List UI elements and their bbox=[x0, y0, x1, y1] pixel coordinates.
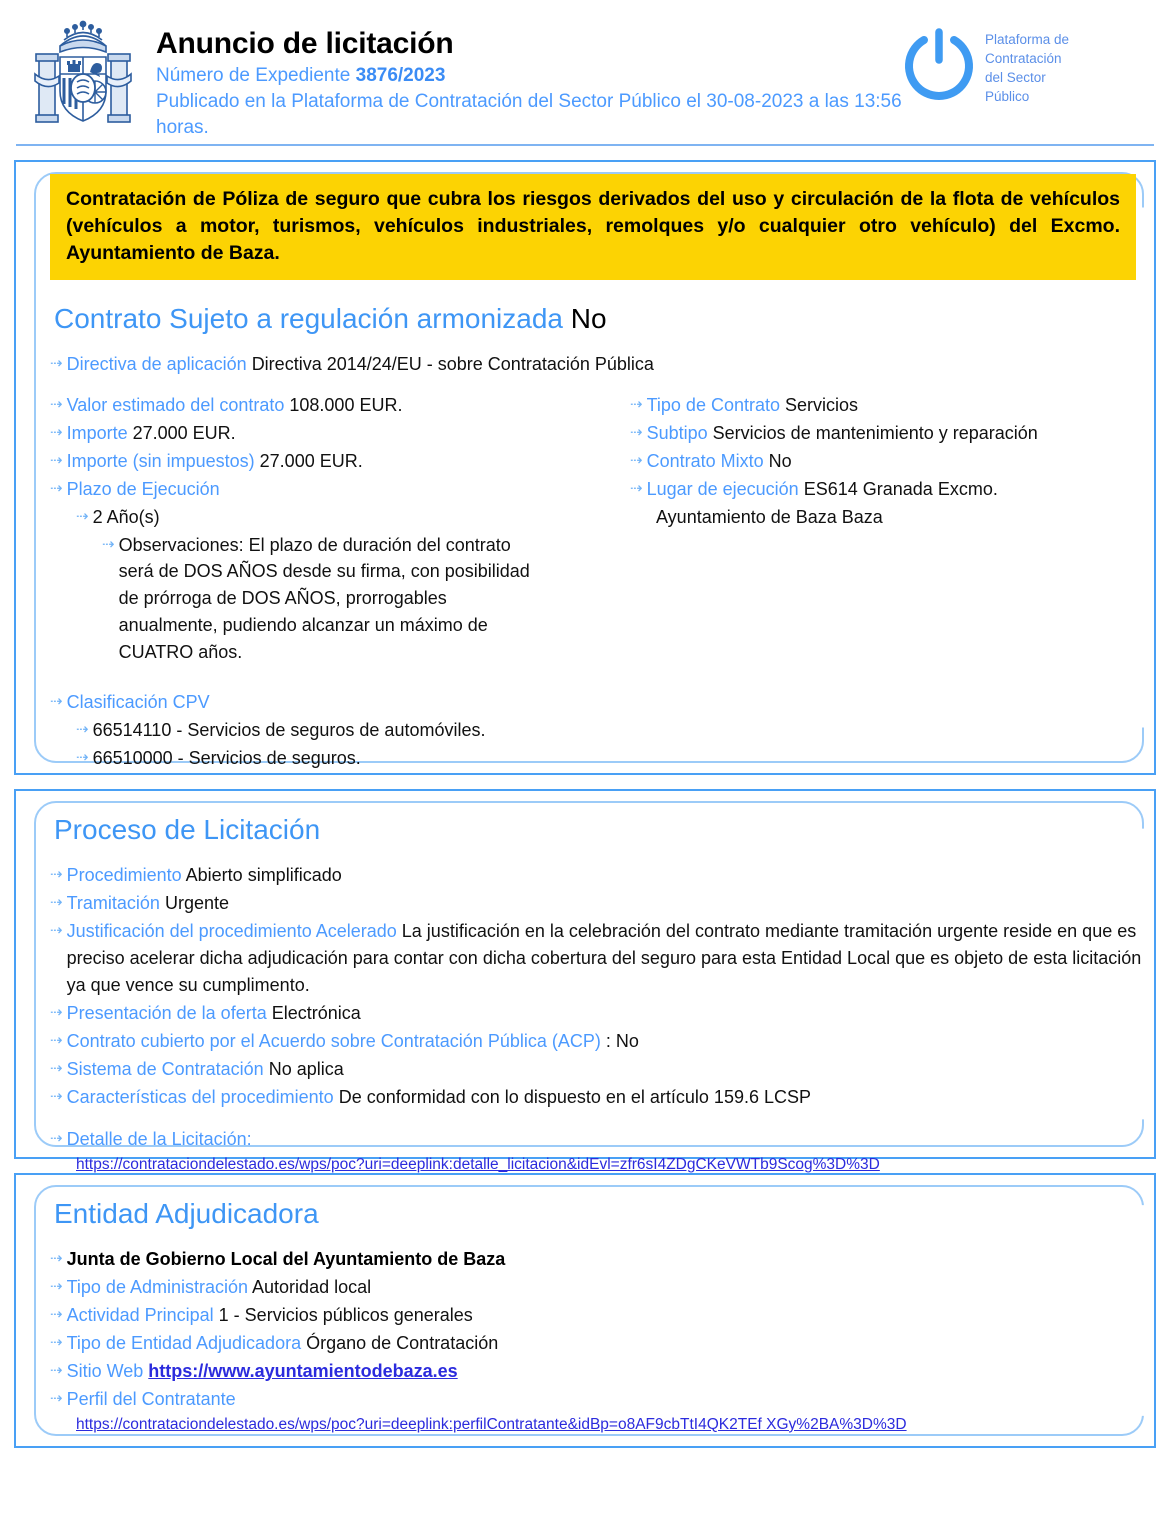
field-clasificacion-cpv bbox=[50, 689, 630, 716]
sitio-web-label: Sitio Web bbox=[66, 1360, 144, 1381]
bullet-arrow-icon: ⇢ bbox=[50, 692, 62, 710]
procedimiento-label: Procedimiento bbox=[66, 864, 182, 885]
presentacion-label: Presentación de la oferta bbox=[66, 1002, 267, 1023]
cpv-label: Clasificación CPV bbox=[66, 691, 210, 712]
sitio-web-link[interactable]: https://www.ayuntamientodebaza.es bbox=[148, 1360, 458, 1381]
contract-heading-value: No bbox=[570, 302, 607, 334]
bullet-arrow-icon: ⇢ bbox=[50, 1003, 62, 1021]
field-sistema-contratacion bbox=[50, 1056, 1154, 1083]
field-tipo-administracion bbox=[50, 1274, 1154, 1301]
field-directiva bbox=[50, 351, 1154, 378]
subtipo-label: Subtipo bbox=[646, 422, 708, 443]
lugar-ejecucion-continued-text: Ayuntamiento de Baza Baza bbox=[656, 506, 883, 527]
actividad-principal-label: Actividad Principal bbox=[66, 1304, 214, 1325]
page-header bbox=[0, 0, 1170, 138]
field-perfil-contratante bbox=[50, 1386, 1154, 1413]
lugar-ejecucion-continued bbox=[656, 504, 1154, 531]
entidad-fields bbox=[50, 1246, 1154, 1413]
presentacion-value: Electrónica bbox=[271, 1002, 361, 1023]
bullet-arrow-icon: ⇢ bbox=[50, 423, 62, 441]
field-actividad-principal bbox=[50, 1302, 1154, 1329]
field-organo-contratacion bbox=[50, 1246, 1154, 1273]
bullet-arrow-icon: ⇢ bbox=[50, 1087, 62, 1105]
tramitacion-label: Tramitación bbox=[66, 892, 160, 913]
field-subtipo bbox=[630, 420, 1154, 447]
tipo-entidad-label: Tipo de Entidad Adjudicadora bbox=[66, 1332, 302, 1353]
lugar-ejecucion-label: Lugar de ejecución bbox=[646, 478, 799, 499]
bullet-arrow-icon: ⇢ bbox=[50, 1333, 62, 1351]
field-procedimiento bbox=[50, 862, 1154, 889]
field-justificacion bbox=[50, 918, 1154, 999]
plazo-valor-text: 2 Año(s) bbox=[92, 506, 160, 527]
field-plazo-valor bbox=[76, 504, 630, 531]
field-tramitacion bbox=[50, 890, 1154, 917]
detalle-licitacion-link[interactable]: https://contrataciondelestado.es/wps/poc?uri=deeplink:detalle_licitacion&idEvl=zfr6sI4ZDgCKeVWTb9Scog%3D%3D bbox=[76, 1155, 880, 1173]
contract-heading bbox=[54, 304, 1154, 335]
bullet-arrow-icon: ⇢ bbox=[50, 1361, 62, 1379]
bullet-arrow-icon: ⇢ bbox=[50, 1277, 62, 1295]
published-line: Publicado en la Plataforma de Contratación del Sector Público el 30-08-2023 a las 13:56 horas. bbox=[156, 91, 902, 138]
tender-title-banner: Contratación de Póliza de seguro que cubra los riesgos derivados del uso y circulación de la flota de vehículos (vehículos a motor, turismos, vehículos industriales, remolques y/o cualquier otro vehículo) del Excmo. Ayuntamiento de Baza. bbox=[50, 174, 1136, 280]
pcsp-line-2: Contratación bbox=[985, 51, 1062, 67]
directiva-label: Directiva de aplicación bbox=[66, 353, 247, 374]
organo-contratacion-text: Junta de Gobierno Local del Ayuntamiento de Baza bbox=[66, 1248, 506, 1269]
tipo-administracion-value: Autoridad local bbox=[252, 1276, 372, 1297]
sistema-label: Sistema de Contratación bbox=[66, 1058, 264, 1079]
entidad-heading: Entidad Adjudicadora bbox=[54, 1198, 319, 1229]
bullet-arrow-icon: ⇢ bbox=[50, 1249, 62, 1267]
acp-value: : No bbox=[605, 1030, 639, 1051]
bullet-arrow-icon: ⇢ bbox=[76, 720, 88, 738]
contract-columns bbox=[50, 392, 1154, 773]
field-tipo-contrato bbox=[630, 392, 1154, 419]
bullet-arrow-icon: ⇢ bbox=[50, 451, 62, 469]
tipo-contrato-value: Servicios bbox=[785, 394, 859, 415]
cpv-item-text: 66514110 - Servicios de seguros de automóviles. bbox=[92, 719, 486, 740]
field-lugar-ejecucion bbox=[630, 476, 1154, 503]
bullet-arrow-icon: ⇢ bbox=[630, 395, 642, 413]
bullet-arrow-icon: ⇢ bbox=[50, 354, 62, 372]
pcsp-line-4: Público bbox=[985, 89, 1030, 105]
expediente-label: Número de Expediente bbox=[156, 65, 351, 87]
bullet-arrow-icon: ⇢ bbox=[630, 479, 642, 497]
field-importe-sin-impuestos bbox=[50, 448, 630, 475]
pcsp-logo-text bbox=[976, 26, 1069, 107]
tipo-contrato-label: Tipo de Contrato bbox=[646, 394, 780, 415]
actividad-principal-value: 1 - Servicios públicos generales bbox=[218, 1304, 473, 1325]
acp-label: Contrato cubierto por el Acuerdo sobre Contratación Pública (ACP) bbox=[66, 1030, 601, 1051]
tramitacion-value: Urgente bbox=[164, 892, 229, 913]
field-tipo-entidad bbox=[50, 1330, 1154, 1357]
entidad-adjudicadora-section bbox=[14, 1173, 1156, 1448]
observaciones-text: Observaciones: El plazo de duración del contrato será de DOS AÑOS desde su firma, con posibilidad de prórroga de DOS AÑOS, prorrogables anualmente, pudiendo alcanzar un máximo de CUATRO años. bbox=[118, 534, 530, 662]
bullet-arrow-icon: ⇢ bbox=[76, 748, 88, 766]
bullet-arrow-icon: ⇢ bbox=[50, 893, 62, 911]
detalle-licitacion-link-row bbox=[76, 1156, 1154, 1174]
bullet-arrow-icon: ⇢ bbox=[50, 1129, 62, 1147]
bullet-arrow-icon: ⇢ bbox=[50, 865, 62, 883]
justificacion-value: La justificación en la celebración del contrato mediante tramitación urgente reside en que es preciso acelerar dicha adjudicación para contar con dicha cobertura del seguro para esta Entidad Local que es objeto de esta licitación ya que vence su cumplimento. bbox=[66, 920, 1142, 995]
contrato-mixto-value: No bbox=[768, 450, 792, 471]
bullet-arrow-icon: ⇢ bbox=[50, 1059, 62, 1077]
sistema-value: No aplica bbox=[268, 1058, 344, 1079]
field-sitio-web bbox=[50, 1358, 1154, 1385]
tipo-entidad-value: Órgano de Contratación bbox=[306, 1332, 499, 1353]
importe-value: 27.000 EUR. bbox=[132, 422, 236, 443]
contrato-mixto-label: Contrato Mixto bbox=[646, 450, 764, 471]
field-observaciones bbox=[102, 532, 630, 666]
proceso-licitacion-section bbox=[14, 789, 1156, 1173]
proceso-fields bbox=[50, 862, 1154, 1153]
perfil-contratante-label: Perfil del Contratante bbox=[66, 1388, 236, 1409]
page-title: Anuncio de licitación bbox=[156, 27, 454, 60]
power-icon bbox=[902, 26, 976, 104]
field-importe bbox=[50, 420, 630, 447]
importe-sin-impuestos-label: Importe (sin impuestos) bbox=[66, 450, 255, 471]
contract-right-column bbox=[630, 392, 1154, 773]
contract-heading-label: Contrato Sujeto a regulación armonizada bbox=[54, 302, 563, 334]
cpv-item-text: 66510000 - Servicios de seguros. bbox=[92, 747, 361, 768]
bullet-arrow-icon: ⇢ bbox=[630, 423, 642, 441]
valor-estimado-value: 108.000 EUR. bbox=[289, 394, 403, 415]
bullet-arrow-icon: ⇢ bbox=[76, 507, 88, 525]
bullet-arrow-icon: ⇢ bbox=[50, 1031, 62, 1049]
contract-left-column bbox=[50, 392, 630, 773]
expediente-line bbox=[156, 63, 902, 88]
field-acp bbox=[50, 1028, 1154, 1055]
proceso-heading: Proceso de Licitación bbox=[54, 814, 321, 845]
bullet-arrow-icon: ⇢ bbox=[50, 921, 62, 939]
perfil-contratante-link[interactable]: https://contrataciondelestado.es/wps/poc?uri=deeplink:perfilContratante&idBp=o8AF9cbTtI4QK2TEf XGy%2BA%3D%3D bbox=[76, 1415, 907, 1433]
caracteristicas-label: Características del procedimiento bbox=[66, 1086, 334, 1107]
bullet-arrow-icon: ⇢ bbox=[630, 451, 642, 469]
cpv-item bbox=[76, 717, 630, 744]
pcsp-line-1: Plataforma de bbox=[985, 32, 1070, 47]
bullet-arrow-icon: ⇢ bbox=[50, 395, 62, 413]
bullet-arrow-icon: ⇢ bbox=[102, 535, 114, 553]
header-text-block bbox=[148, 14, 902, 140]
bullet-arrow-icon: ⇢ bbox=[50, 479, 62, 497]
importe-label: Importe bbox=[66, 422, 128, 443]
cpv-item bbox=[76, 745, 630, 772]
detalle-label: Detalle de la Licitación: bbox=[66, 1128, 252, 1149]
contract-section bbox=[14, 160, 1156, 775]
field-detalle-licitacion bbox=[50, 1126, 1154, 1153]
field-caracteristicas bbox=[50, 1084, 1154, 1111]
expediente-value: 3876/2023 bbox=[355, 65, 446, 87]
tipo-administracion-label: Tipo de Administración bbox=[66, 1276, 249, 1297]
perfil-contratante-link-row bbox=[76, 1416, 1154, 1434]
field-plazo-ejecucion bbox=[50, 476, 630, 503]
directiva-row-wrap bbox=[50, 351, 1154, 378]
procedimiento-value: Abierto simplificado bbox=[185, 864, 342, 885]
importe-sin-impuestos-value: 27.000 EUR. bbox=[259, 450, 363, 471]
directiva-value: Directiva 2014/24/EU - sobre Contratación Pública bbox=[251, 353, 654, 374]
lugar-ejecucion-value: ES614 Granada Excmo. bbox=[803, 478, 998, 499]
plazo-ejecucion-label: Plazo de Ejecución bbox=[66, 478, 220, 499]
bullet-arrow-icon: ⇢ bbox=[50, 1305, 62, 1323]
coat-of-arms-icon bbox=[18, 14, 148, 134]
field-contrato-mixto bbox=[630, 448, 1154, 475]
pcsp-logo bbox=[902, 14, 1152, 107]
header-divider bbox=[16, 144, 1154, 146]
valor-estimado-label: Valor estimado del contrato bbox=[66, 394, 285, 415]
bullet-arrow-icon: ⇢ bbox=[50, 1389, 62, 1407]
pcsp-line-3: del Sector bbox=[985, 70, 1046, 86]
field-valor-estimado bbox=[50, 392, 630, 419]
caracteristicas-value: De conformidad con lo dispuesto en el artículo 159.6 LCSP bbox=[338, 1086, 811, 1107]
justificacion-label: Justificación del procedimiento Acelerado bbox=[66, 920, 397, 941]
field-presentacion-oferta bbox=[50, 1000, 1154, 1027]
subtipo-value: Servicios de mantenimiento y reparación bbox=[712, 422, 1038, 443]
